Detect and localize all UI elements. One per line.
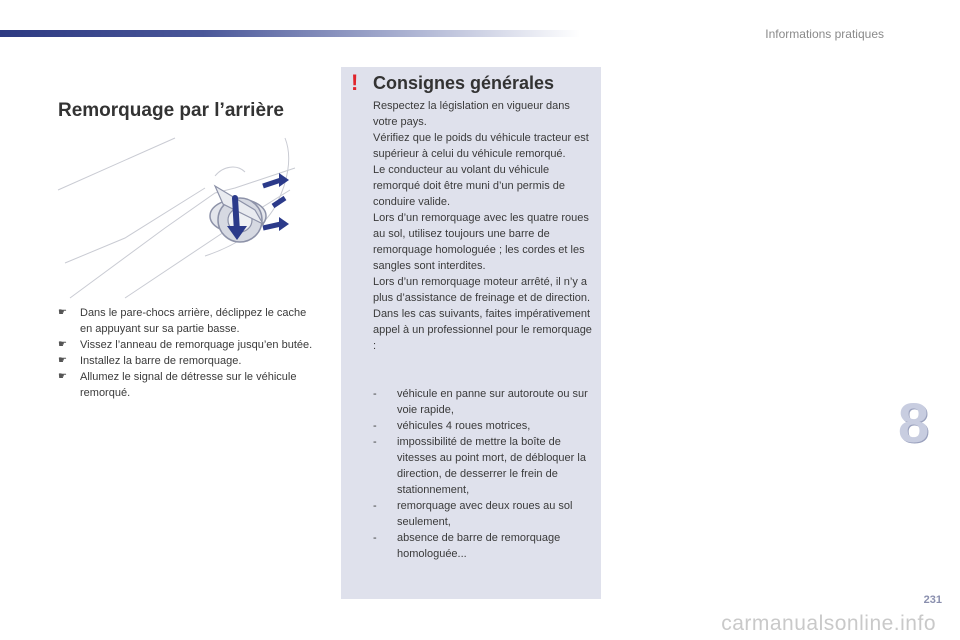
instruction-steps [58,305,313,401]
step-bullet-icon: ☛ [58,371,67,382]
tow-ring-illustration [55,128,300,303]
alert-title: Consignes générales [373,73,555,93]
page-number: 231 [923,594,942,606]
list-item: - remorquage avec deux roues au sol seulement, [373,500,573,528]
chapter-number: 8 [898,391,930,454]
list-item: ☛ Dans le pare-chocs arrière, déclippez le cache en appuyant sur sa partie basse. [58,307,307,335]
list-item: - impossibilité de mettre la boîte de vitesses au point mort, de débloquer la direction, de desserrer le frein de stationnement, [373,436,586,496]
step-bullet-icon: ☛ [58,307,67,318]
header-accent-bar [0,30,580,37]
watermark: carmanualsonline.info [721,612,936,635]
alert-paragraph: Respectez la législation en vigueur dans votre pays. Vérifiez que le poids du véhicule tracteur est supérieur à celui du véhicule remorqué. Le conducteur au volant du véhicule remorqué doit être muni d’un permis de conduire valide. Lors d’un remorquage avec les quatre roues au sol, utilisez toujours une barre de remorquage homologuée ; les cordes et les sangles sont interdites. Lors d’un remorquage moteur arrêté, il n’y a plus d’assistance de freinage et de direction. Dans les cas suivants, faites impérativement appel à un professionnel pour le remorquage : [373,100,592,352]
list-item: ☛ Allumez le signal de détresse sur le véhicule remorqué. [58,371,297,399]
list-item: - véhicules 4 roues motrices, [373,420,531,432]
exclamation-icon: ! [351,70,359,95]
section-label: Informations pratiques [765,27,884,41]
list-item: ☛ Installez la barre de remorquage. [58,355,242,367]
step-bullet-icon: ☛ [58,339,67,350]
alert-case-list [373,386,597,562]
list-item: ☛ Vissez l’anneau de remorquage jusqu’en butée. [58,339,313,351]
page-title: Remorquage par l’arrière [58,100,284,121]
list-item: - absence de barre de remorquage homologuée... [373,532,561,560]
step-bullet-icon: ☛ [58,355,67,366]
list-item: - véhicule en panne sur autoroute ou sur voie rapide, [373,388,588,416]
